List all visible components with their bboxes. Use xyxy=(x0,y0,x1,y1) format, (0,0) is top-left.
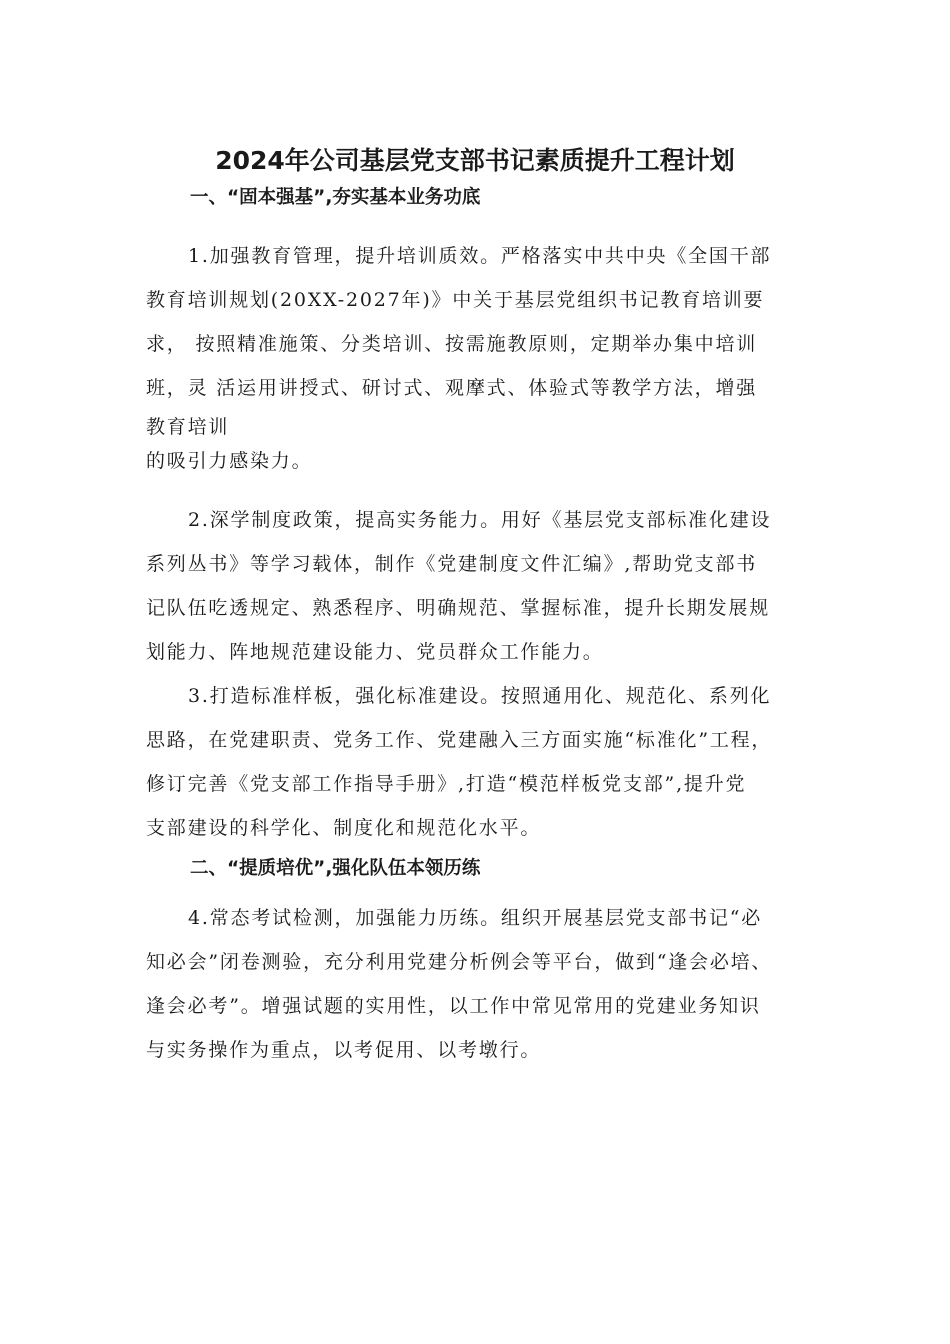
paragraph-line: 系列丛书》等学习载体，制作《党建制度文件汇编》,帮助党支部书 xyxy=(146,553,758,575)
paragraph-line: 3.打造标准样板，强化标准建设。按照通用化、规范化、系列化 xyxy=(188,685,772,707)
paragraph-line: 4.常态考试检测，加强能力历练。组织开展基层党支部书记“必 xyxy=(188,907,763,929)
section-heading-1: 一、“固本强基”,夯实基本业务功底 xyxy=(190,187,481,208)
paragraph-1 xyxy=(146,234,811,478)
paragraph-4 xyxy=(146,896,811,1072)
paragraph-line: 2.深学制度政策，提高实务能力。用好《基层党支部标准化建设 xyxy=(188,509,772,531)
document-title: 2024年公司基层党支部书记素质提升工程计划 xyxy=(215,146,735,175)
paragraph-3 xyxy=(146,674,811,850)
paragraph-line: 教育培训 xyxy=(146,416,230,438)
paragraph-line: 与实务操作为重点，以考促用、以考墩行。 xyxy=(146,1039,542,1061)
section-heading-2: 二、“提质培优”,强化队伍本领历练 xyxy=(190,858,481,879)
paragraph-line: 逢会必考”。增强试题的实用性，以工作中常见常用的党建业务知识 xyxy=(146,995,761,1017)
paragraph-line: 知必会”闭卷测验，充分利用党建分析例会等平台，做到“逢会必培、 xyxy=(146,951,773,973)
paragraph-line: 班，灵 活运用讲授式、研讨式、观摩式、体验式等教学方法，增强 xyxy=(146,377,758,399)
paragraph-line: 修订完善《党支部工作指导手册》,打造“模范样板党支部”,提升党 xyxy=(146,773,747,795)
paragraph-line: 求， 按照精准施策、分类培训、按需施教原则，定期举办集中培训 xyxy=(146,333,758,355)
paragraph-line: 划能力、阵地规范建设能力、党员群众工作能力。 xyxy=(146,641,604,663)
paragraph-line: 思路，在党建职责、党务工作、党建融入三方面实施“标准化”工程， xyxy=(146,729,773,751)
paragraph-line: 记队伍吃透规定、熟悉程序、明确规范、掌握标准，提升长期发展规 xyxy=(146,597,771,619)
paragraph-line: 的吸引力感染力。 xyxy=(146,450,313,472)
paragraph-line: 1.加强教育管理，提升培训质效。严格落实中共中央《全国干部 xyxy=(188,245,772,267)
paragraph-line: 教育培训规划(20XX-2027年)》中关于基层党组织书记教育培训要 xyxy=(146,289,765,311)
paragraph-line: 支部建设的科学化、制度化和规范化水平。 xyxy=(146,817,542,839)
paragraph-2 xyxy=(146,498,811,674)
